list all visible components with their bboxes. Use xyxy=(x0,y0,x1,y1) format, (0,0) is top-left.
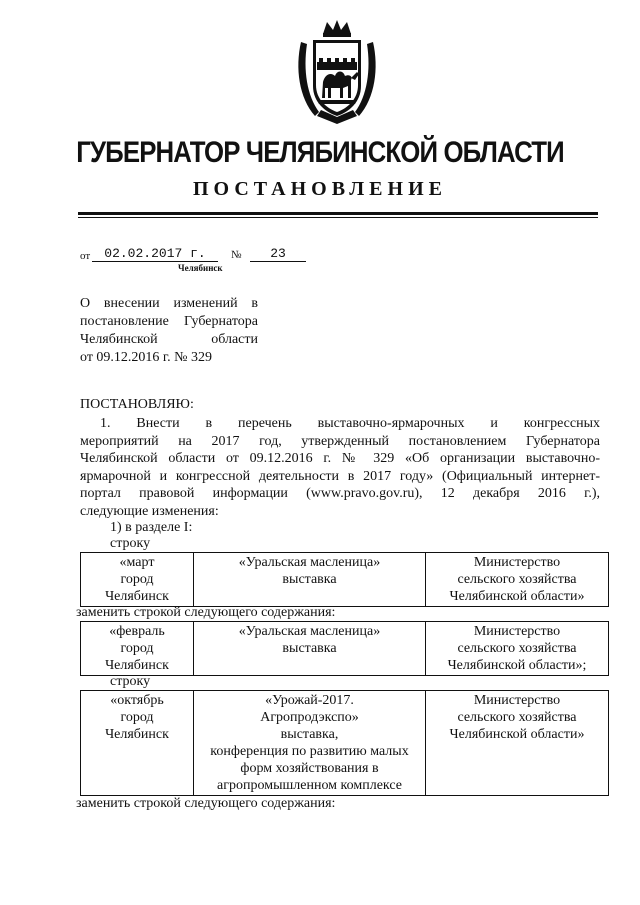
table-cell-date-place xyxy=(81,691,194,796)
cell-line: выставка, xyxy=(280,727,339,742)
subject-block xyxy=(80,295,258,367)
row-word-label-2: строку xyxy=(110,674,151,689)
subject-line: от 09.12.2016 г. № 329 xyxy=(80,350,212,365)
decree-word: ПОСТАНОВЛЯЮ: xyxy=(80,397,194,412)
cell-line: город xyxy=(120,710,154,725)
table-row xyxy=(81,553,609,607)
cell-line: сельского хозяйства xyxy=(457,572,577,587)
row-word-label: строку xyxy=(110,536,151,551)
cell-line: агропромышленном комплексе xyxy=(217,778,402,793)
replace-label-1: заменить строкой следующего содержания: xyxy=(76,605,336,620)
replace-label-2: заменить строкой следующего содержания: xyxy=(76,796,336,811)
subject-line: Челябинской области xyxy=(80,332,258,347)
cell-line: сельского хозяйства xyxy=(457,710,577,725)
cell-line: «Урожай-2017. xyxy=(265,693,354,708)
table-cell-organizer xyxy=(426,553,609,607)
cell-line: «октябрь xyxy=(110,693,164,708)
cell-line: Челябинск xyxy=(105,727,169,742)
document-date: 02.02.2017 г. xyxy=(92,246,218,262)
number-sign: № xyxy=(231,249,242,261)
table-row xyxy=(81,691,609,796)
item-1-label: 1) в разделе I: xyxy=(110,520,193,535)
table-cell-date-place xyxy=(81,622,194,676)
paragraph-line: 1. Внести в перечень выставочно-ярмарочных и конгрессных xyxy=(100,416,600,431)
cell-line: выставка xyxy=(282,641,337,656)
cell-line: Министерство xyxy=(473,555,561,570)
cell-line: «Уральская масленица» xyxy=(238,555,381,570)
paragraph-line: следующие изменения: xyxy=(80,503,219,519)
cell-line: Челябинск xyxy=(105,589,169,604)
document-type: ПОСТАНОВЛЕНИЕ xyxy=(193,178,447,200)
paragraph-line: ярмарочной и конгрессной деятельности в 2017 году» (Официальный интернет- xyxy=(80,468,600,484)
paragraph-line: мероприятий на 2017 год, утвержденный постановлением Губернатора xyxy=(80,433,600,449)
date-prefix: от xyxy=(80,250,91,262)
cell-line: Агропродэкспо» xyxy=(260,710,359,725)
cell-line: Челябинской области»; xyxy=(447,658,587,673)
table-row xyxy=(81,622,609,676)
cell-line: Челябинской области» xyxy=(449,727,585,742)
table-cell-event xyxy=(194,622,426,676)
cell-line: Министерство xyxy=(473,624,561,639)
header-rule-thick xyxy=(78,212,598,215)
cell-line: «Уральская масленица» xyxy=(238,624,381,639)
cell-line: Челябинской области» xyxy=(449,589,585,604)
cell-line: «февраль xyxy=(109,624,165,639)
cell-line: «март xyxy=(119,555,155,570)
cell-line: Министерство xyxy=(473,693,561,708)
paragraph-line: Челябинской области от 09.12.2016 г. № 329 «Об организации выставочно- xyxy=(80,451,600,466)
table-cell-event xyxy=(194,691,426,796)
paragraph-1 xyxy=(80,415,600,520)
table-cell-event xyxy=(194,553,426,607)
header-rule-thin xyxy=(78,217,598,218)
city-label: Челябинск xyxy=(178,263,223,273)
document-number: 23 xyxy=(250,246,306,262)
cell-line: город xyxy=(120,641,154,656)
table-cell-date-place xyxy=(81,553,194,607)
table-cell-organizer xyxy=(426,691,609,796)
issuer-title: ГУБЕРНАТОР ЧЕЛЯБИНСКОЙ ОБЛАСТИ xyxy=(76,136,564,169)
coat-of-arms-emblem xyxy=(293,18,381,126)
events-table-new-1 xyxy=(80,621,609,676)
table-cell-organizer xyxy=(426,622,609,676)
cell-line: форм хозяйствования в xyxy=(240,761,379,776)
events-table-old-1 xyxy=(80,552,609,607)
paragraph-line: портал правовой информации (www.pravo.gov.ru), 12 декабря 2016 г.), xyxy=(80,486,600,501)
cell-line: сельского хозяйства xyxy=(457,641,577,656)
cell-line: выставка xyxy=(282,572,337,587)
cell-line: Челябинск xyxy=(105,658,169,673)
subject-line: О внесении изменений в xyxy=(80,296,258,311)
cell-line: город xyxy=(120,572,154,587)
events-table-old-2 xyxy=(80,690,609,796)
subject-line: постановление Губернатора xyxy=(80,314,258,329)
cell-line: конференция по развитию малых xyxy=(210,744,409,759)
